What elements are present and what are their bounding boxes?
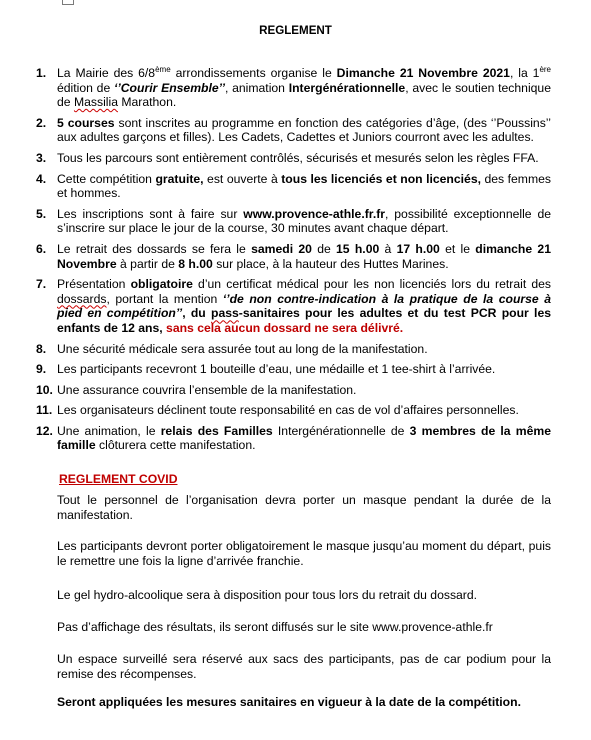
rule-text-run: Marathon.	[117, 95, 177, 110]
rule-text-run: ère	[539, 64, 551, 74]
rule-text-run: Intergénérationnelle	[288, 80, 406, 95]
rule-item	[0, 403, 591, 418]
rule-text-run: ‘’de non contre-indication à la pratique de la course à pied en compétition’’	[57, 291, 552, 321]
rule-text-run: Massilia	[73, 95, 118, 110]
covid-paragraph-results: Pas d’affichage des résultats, ils seront diffusés sur le site www.provence-athle.fr	[57, 620, 493, 634]
rule-text-run: relais des Familles	[160, 423, 273, 438]
rule-text-run: , avec le soutien technique de	[57, 80, 551, 110]
checkbox-artifact	[62, 0, 74, 5]
rule-text-run: , portant la mention	[106, 291, 223, 306]
rule-number: 7.	[36, 277, 47, 292]
rule-text-run: sont inscrites au programme en fonction des catégories d’âge, (des ‘’Poussins’’ aux adultes garçons et filles). Les Cadets, Cadettes et Juniors courront avec les adultes.	[57, 115, 551, 145]
rule-text-run: Une assurance couvrira l’ensemble de la manifestation.	[57, 382, 357, 397]
covid-paragraph-bags: Un espace surveillé sera réservé aux sacs des participants, pas de car podium pour la remise des récompenses.	[57, 652, 551, 681]
rule-text-run: sur place, à la hauteur des Huttes Marines.	[212, 256, 449, 271]
rule-number: 6.	[36, 241, 47, 256]
rule-text-run: Intergénérationnelle de	[272, 423, 410, 438]
rule-number: 11.	[36, 403, 53, 418]
rule-text-run: clôturera cette manifestation.	[95, 438, 256, 453]
rule-number: 1.	[36, 66, 47, 80]
covid-paragraph-measures: Seront appliquées les mesures sanitaires en vigueur à la date de la compétition.	[57, 695, 521, 709]
rule-item	[0, 116, 591, 145]
covid-paragraph-staff: Tout le personnel de l’organisation devra porter un masque pendant la durée de la manifestation.	[57, 493, 551, 522]
rule-text-run: sans cela aucun dossard ne sera délivré.	[162, 320, 404, 335]
rule-text-run: Les organisateurs déclinent toute responsabilité en cas de vol d’affaires personnelles.	[57, 403, 519, 418]
rule-item	[0, 207, 591, 236]
covid-paragraph-gel: Le gel hydro-alcoolique sera à disposition pour tous lors du retrait du dossard.	[57, 588, 478, 602]
rule-text-run: à partir de	[116, 256, 179, 271]
rule-text-run: Une animation, le	[57, 423, 161, 438]
rule-number: 2.	[36, 115, 47, 130]
rule-text-run: 17 h.00	[396, 241, 440, 256]
rule-text-run: Une sécurité médicale sera assurée tout au long de la manifestation.	[57, 341, 428, 356]
rule-text-run: La Mairie des 6/8	[57, 66, 156, 80]
rule-item	[0, 424, 591, 453]
rule-text-run: Le retrait des dossards se fera le	[57, 241, 252, 256]
rule-text-run: des femmes et hommes.	[57, 171, 551, 201]
rule-text-run: 5 courses	[57, 115, 115, 130]
rule-number: 5.	[36, 206, 47, 221]
rule-item	[0, 242, 591, 271]
rule-text-run: Présentation	[57, 277, 131, 292]
rule-text-run: , du	[182, 306, 212, 321]
rule-text-run: 15 h.00	[336, 241, 380, 256]
rule-text-run: pass	[211, 306, 239, 321]
rule-item	[0, 342, 591, 357]
rule-text-run: , animation	[224, 80, 289, 95]
rule-text-run: obligatoire	[130, 277, 193, 292]
rule-text-run: 3 membres de la même famille	[57, 423, 552, 453]
rule-text-run: samedi 20	[251, 241, 312, 256]
rule-text-run: est ouverte à	[203, 171, 282, 186]
rule-item	[0, 172, 591, 201]
rule-text-run: et le	[439, 241, 476, 256]
rule-text-run: arrondissements organise le	[170, 66, 337, 80]
rule-item	[0, 277, 591, 335]
rule-number: 4.	[36, 171, 47, 186]
rule-text-run: www.provence-athle.fr.fr	[243, 206, 386, 221]
rule-number: 9.	[36, 362, 47, 377]
rule-text-run: ème	[155, 64, 171, 74]
rule-number: 8.	[36, 341, 47, 356]
rule-text-run: Les participants recevront 1 bouteille d’eau, une médaille et 1 tee-shirt à l’arrivée.	[57, 362, 496, 377]
rule-text-run: ‘’Courir Ensemble’’	[113, 80, 225, 95]
rule-number: 3.	[36, 150, 47, 165]
covid-section-title: REGLEMENT COVID	[59, 472, 178, 486]
rule-text-run: Cette compétition	[57, 171, 156, 186]
rule-text-run: Dimanche 21 Novembre 2021	[336, 66, 510, 80]
rule-text-run: de	[311, 241, 337, 256]
rule-text-run: 8 h.00	[178, 256, 213, 271]
rule-text-run: gratuite,	[155, 171, 204, 186]
rule-text-run: à	[379, 241, 397, 256]
rule-item	[0, 151, 591, 166]
rule-item	[0, 383, 591, 398]
rule-text-run: Les inscriptions sont à faire sur	[57, 206, 244, 221]
rule-text-run: dossards	[57, 291, 107, 306]
rule-text-run: dimanche 21 Novembre	[57, 241, 551, 271]
rule-number: 12.	[36, 423, 53, 438]
rule-number: 10.	[36, 382, 53, 397]
rule-item	[0, 66, 591, 110]
rule-text-run: , la 1	[509, 66, 540, 80]
document-title: REGLEMENT	[259, 24, 332, 37]
rule-text-run: , possibilité exceptionnelle de s’inscrire sur place le jour de la course, 30 minutes avant chaque départ.	[57, 206, 551, 236]
rule-text-run: Tous les parcours sont entièrement contrôlés, sécurisés et mesurés selon les règles FFA.	[57, 150, 539, 165]
rule-text-run: d’un certificat médical pour les non licenciés lors du retrait des	[192, 277, 552, 292]
rule-text-run: -sanitaires pour les adultes et du test PCR pour les enfants de 12 ans,	[57, 306, 551, 335]
rule-text-run: tous les licenciés et non licenciés,	[281, 171, 481, 186]
rules-list	[0, 66, 591, 459]
rule-item	[0, 362, 591, 377]
rule-text-run: édition de	[57, 80, 114, 95]
covid-paragraph-mask: Les participants devront porter obligatoirement le masque jusqu’au moment du départ, puis le remettre une fois la ligne d’arrivée franchie.	[57, 539, 551, 568]
